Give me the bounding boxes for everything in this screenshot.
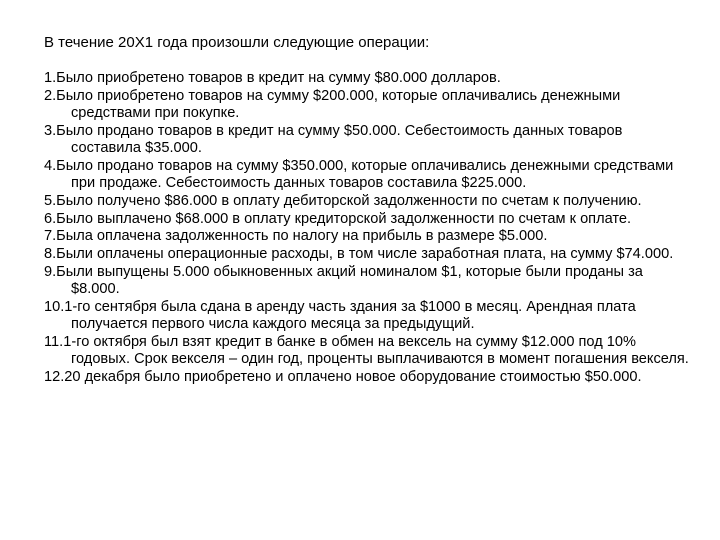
operation-item [44,88,689,122]
operation-item [44,158,689,192]
operation-item [44,246,689,263]
operation-number: 12. [44,368,65,385]
operation-text: 1-го октября был взят кредит в банке в обмен на вексель на сумму $12.000 под 10% годовых. Срок векселя – один год, проценты выплачиваются в момент погашения векселя. [63,333,689,368]
operation-number: 11. [44,333,64,350]
operation-text: Была оплачена задолженность по налогу на прибыль в размере $5.000. [56,228,548,245]
operation-text: Были выпущены 5.000 обыкновенных акций номиналом $1, которые были проданы за $8.000. [56,263,643,298]
operation-text: 20 декабря было приобретено и оплачено новое оборудование стоимостью $50.000. [64,368,642,385]
operation-number: 6. [44,210,57,227]
operation-number: 5. [44,192,57,209]
operation-text: Было продано товаров в кредит на сумму $50.000. Себестоимость данных товаров составила $35.000. [56,122,623,156]
operation-item [44,211,689,228]
operation-item [44,70,689,87]
intro-text: В течение 20Х1 года произошли следующие операции: [44,34,430,51]
operation-text: Было продано товаров на сумму $350.000, которые оплачивались денежными средствами при продаже. Себестоимость данных товаров составила $225.000. [56,157,674,191]
operation-text: Было приобретено товаров на сумму $200.000, которые оплачивались денежными средствами при покупке. [56,87,621,121]
operation-number: 1. [44,70,57,86]
operation-text: Было выплачено $68.000 в оплату кредиторской задолженности по счетам к оплате. [56,210,632,227]
operation-item [44,369,689,386]
operation-number: 2. [44,87,57,104]
operation-item [44,299,689,333]
operation-number: 10. [44,298,65,315]
operation-number: 4. [44,157,57,174]
operation-number: 7. [44,228,57,245]
operation-text: Было приобретено товаров в кредит на сумму $80.000 долларов. [56,70,501,86]
operation-number: 9. [44,263,57,280]
operation-text: Были оплачены операционные расходы, в том числе заработная плата, на сумму $74.000. [56,246,674,263]
operation-item [44,228,689,245]
operation-text: 1-го сентября была сдана в аренду часть здания за $1000 в месяц. Арендная плата получается первого числа каждого месяца за предыдущий. [64,298,636,333]
operation-item [44,264,689,298]
operation-item [44,193,689,210]
operation-text: Было получено $86.000 в оплату дебиторской задолженности по счетам к получению. [56,192,642,209]
operation-item [44,123,689,157]
operation-number: 8. [44,246,57,263]
operation-item [44,334,689,368]
operation-number: 3. [44,122,57,139]
operations-list [44,70,689,387]
